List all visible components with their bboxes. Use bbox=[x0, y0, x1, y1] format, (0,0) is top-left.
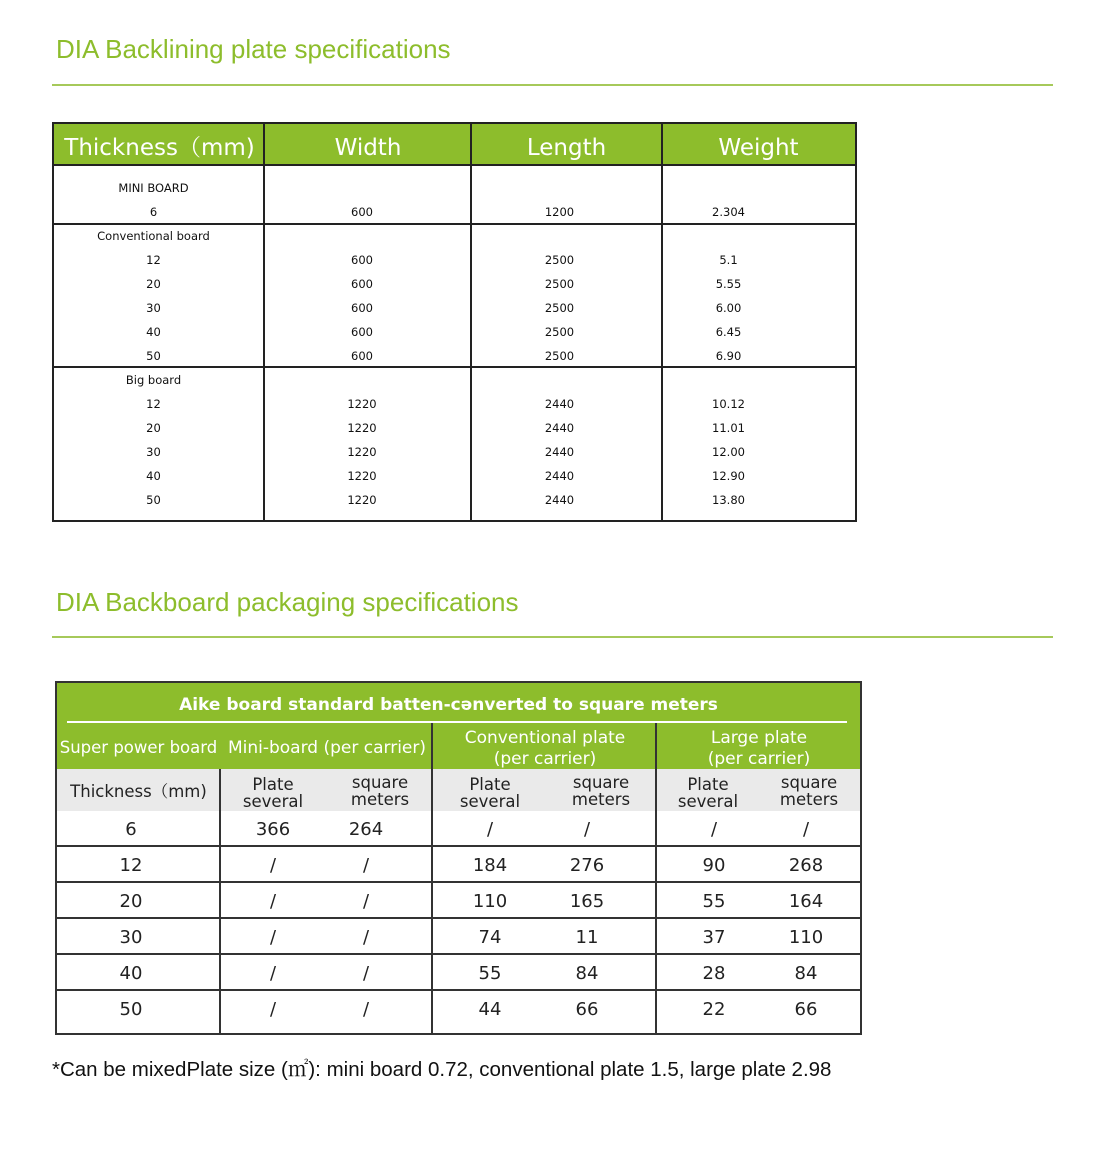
table-cell: 20 bbox=[146, 421, 161, 435]
subheader-square-meters: meters bbox=[350, 790, 410, 809]
table-cell: 1220 bbox=[347, 445, 377, 459]
table-cell: 5.55 bbox=[715, 277, 742, 291]
table-cell: 22 bbox=[702, 999, 726, 1020]
table-cell: 164 bbox=[788, 891, 824, 912]
table-cell: 84 bbox=[794, 963, 818, 984]
table-cell: 66 bbox=[575, 999, 599, 1020]
table-cell: 600 bbox=[351, 253, 373, 267]
table-cell: / bbox=[362, 891, 370, 912]
table-cell: 55 bbox=[478, 963, 502, 984]
table-cell: 2.304 bbox=[712, 205, 745, 219]
table-cell: 2500 bbox=[544, 301, 575, 315]
banner-underline bbox=[67, 721, 847, 723]
subheader-square-meters: meters bbox=[571, 790, 631, 809]
table-cell: 66 bbox=[794, 999, 818, 1020]
table-cell: / bbox=[269, 999, 277, 1020]
table-cell: 2440 bbox=[544, 397, 575, 411]
table-cell: / bbox=[583, 819, 591, 840]
group-label: MINI BOARD bbox=[118, 181, 189, 195]
subheader-plate-several: Plate bbox=[252, 775, 294, 794]
header-conventional-plate-line1: Conventional plate bbox=[464, 728, 626, 748]
table-cell: 2500 bbox=[544, 277, 575, 291]
table-cell: 6.45 bbox=[715, 325, 742, 339]
header-conventional-plate-line2: (per carrier) bbox=[493, 749, 597, 769]
subheader-plate-several: several bbox=[242, 792, 304, 811]
subheader-square-meters: square bbox=[351, 773, 409, 792]
group-label: Big board bbox=[125, 373, 182, 387]
table-banner: Aike board standard batten-cənverted to square meters bbox=[179, 695, 718, 715]
table-cell: 50 bbox=[146, 493, 161, 507]
table-cell: 40 bbox=[119, 963, 143, 984]
table-cell: 165 bbox=[569, 891, 605, 912]
table-cell: 11 bbox=[575, 927, 599, 948]
table-cell: 1220 bbox=[347, 493, 377, 507]
table-cell: 1220 bbox=[347, 469, 377, 483]
table-cell: 74 bbox=[478, 927, 502, 948]
table-cell: 40 bbox=[146, 469, 161, 483]
table-cell: 12 bbox=[146, 253, 161, 267]
table-cell: 44 bbox=[478, 999, 502, 1020]
subheader-square-meters: square bbox=[572, 773, 630, 792]
table-cell: / bbox=[802, 819, 810, 840]
header-large-plate-line2: (per carrier) bbox=[707, 749, 811, 769]
table-cell: 600 bbox=[351, 325, 373, 339]
table-cell: 184 bbox=[472, 855, 508, 876]
table-cell: 1220 bbox=[347, 397, 377, 411]
subheader-plate-several: Plate bbox=[687, 775, 729, 794]
table-cell: 30 bbox=[146, 301, 161, 315]
subheader-plate-several: several bbox=[459, 792, 521, 811]
header-width: Width bbox=[334, 135, 402, 161]
table-cell: / bbox=[269, 855, 277, 876]
table-cell: 12 bbox=[119, 855, 143, 876]
table-cell: 1220 bbox=[347, 421, 377, 435]
table-cell: 600 bbox=[351, 205, 373, 219]
table-cell: 13.80 bbox=[712, 493, 745, 507]
table-cell: 30 bbox=[119, 927, 143, 948]
table-cell: 6 bbox=[149, 205, 158, 219]
table-cell: 6 bbox=[125, 819, 137, 840]
column-divider bbox=[219, 769, 221, 1033]
table-cell: 10.12 bbox=[712, 397, 745, 411]
table-cell: 600 bbox=[351, 349, 373, 363]
table-cell: / bbox=[362, 855, 370, 876]
table-cell: / bbox=[269, 963, 277, 984]
table-cell: 2440 bbox=[544, 469, 575, 483]
table-cell: 268 bbox=[788, 855, 824, 876]
table-cell: / bbox=[362, 963, 370, 984]
packaging-spec-table bbox=[55, 681, 862, 1035]
table-cell: 50 bbox=[146, 349, 161, 363]
table-cell: 2440 bbox=[544, 421, 575, 435]
table-cell: 2500 bbox=[544, 253, 575, 267]
table-cell: 366 bbox=[255, 819, 291, 840]
backlining-spec-table bbox=[52, 122, 857, 522]
table-cell: 600 bbox=[351, 277, 373, 291]
table-cell: / bbox=[710, 819, 718, 840]
subheader-square-meters: square bbox=[780, 773, 838, 792]
table-cell: 12.00 bbox=[712, 445, 745, 459]
section-title-packaging: DIA Backboard packaging specifications bbox=[56, 587, 519, 617]
table-cell: 2440 bbox=[544, 493, 575, 507]
table-cell: 50 bbox=[119, 999, 143, 1020]
header-mini-board: Mini-board (per carrier) bbox=[227, 738, 427, 758]
subheader-square-meters: meters bbox=[779, 790, 839, 809]
table-cell: 2500 bbox=[544, 325, 575, 339]
column-divider bbox=[431, 723, 433, 1033]
table-cell: 2500 bbox=[544, 349, 575, 363]
header-super-power-board: Super power board bbox=[59, 738, 218, 757]
table-cell: 6.90 bbox=[715, 349, 742, 363]
table-cell: 11.01 bbox=[712, 421, 745, 435]
table-cell: / bbox=[486, 819, 494, 840]
table-cell: / bbox=[362, 927, 370, 948]
subheader-thickness: Thickness（mm) bbox=[70, 782, 207, 801]
section-divider bbox=[52, 636, 1053, 638]
table-cell: / bbox=[269, 891, 277, 912]
table-cell: 12 bbox=[146, 397, 161, 411]
table-cell: 600 bbox=[351, 301, 373, 315]
header-weight: Weight bbox=[718, 135, 799, 161]
section-divider bbox=[52, 84, 1053, 86]
table-cell: 20 bbox=[146, 277, 161, 291]
table-cell: 110 bbox=[472, 891, 508, 912]
subheader-plate-several: several bbox=[677, 792, 739, 811]
table-cell: 264 bbox=[348, 819, 384, 840]
table-cell: 2440 bbox=[544, 445, 575, 459]
header-large-plate-line1: Large plate bbox=[710, 728, 808, 748]
table-cell: 84 bbox=[575, 963, 599, 984]
table-cell: 6.00 bbox=[715, 301, 742, 315]
table-cell: 110 bbox=[788, 927, 824, 948]
column-divider bbox=[655, 723, 657, 1033]
table-cell: 90 bbox=[702, 855, 726, 876]
header-thickness: Thickness（mm) bbox=[64, 135, 255, 161]
table-cell: 37 bbox=[702, 927, 726, 948]
table-cell: 20 bbox=[119, 891, 143, 912]
table-cell: 55 bbox=[702, 891, 726, 912]
section-title-backlining: DIA Backlining plate specifications bbox=[56, 34, 451, 64]
table-cell: 40 bbox=[146, 325, 161, 339]
header-length: Length bbox=[526, 135, 607, 161]
table-cell: 5.1 bbox=[719, 253, 738, 267]
table-header-row bbox=[54, 124, 855, 166]
table-cell: 28 bbox=[702, 963, 726, 984]
footnote: *Can be mixedPlate size (㎡): mini board 0.72, conventional plate 1.5, large plate 2.98 bbox=[52, 1058, 832, 1081]
group-label: Conventional board bbox=[97, 229, 210, 243]
table-cell: 1200 bbox=[544, 205, 575, 219]
table-cell: 12.90 bbox=[712, 469, 745, 483]
table-cell: / bbox=[269, 927, 277, 948]
table-cell: / bbox=[362, 999, 370, 1020]
subheader-plate-several: Plate bbox=[469, 775, 511, 794]
table-cell: 276 bbox=[569, 855, 605, 876]
table-cell: 30 bbox=[146, 445, 161, 459]
